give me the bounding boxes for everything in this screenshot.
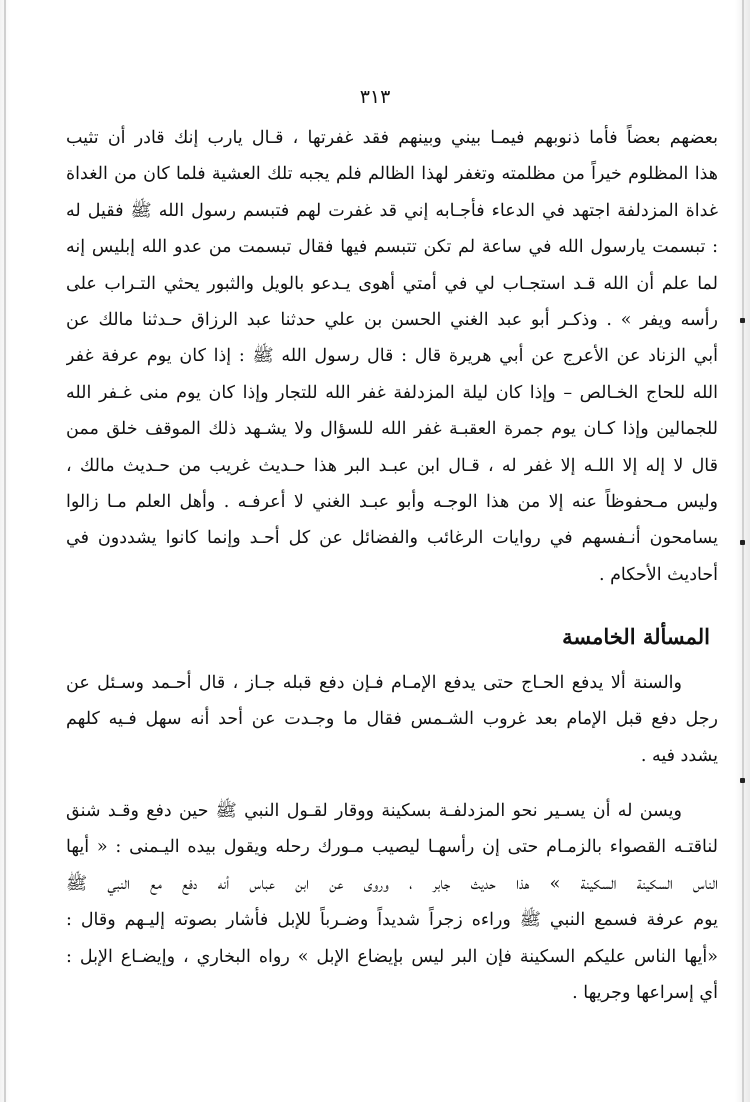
text-line: بعضهم بعضاً فأما ذنوبهم فيمـا بيني وبينهم فقد غفرتها ، قـال يارب إنك قادر أن تثيب bbox=[66, 128, 718, 148]
text-line: غداة المزدلفة اجتهد في الدعاء فأجـابه إني قد غفرت لهم فتبسم رسول الله ﷺ فقيل له bbox=[66, 200, 718, 221]
text-line: لما علم أن الله قـد استجـاب لي في أمتي أهوى يـدعو بالويل والثبور يحثي التـراب على bbox=[66, 273, 718, 294]
text-line: لناقتـه القصواء بالزمـام حتى إن رأسهـا ليصيب مـورك رحله ويقول بيده اليـمنى : « أيها bbox=[66, 837, 718, 858]
text-line: أي إسراعها وجريها . bbox=[572, 982, 718, 1003]
text-line: : تبسمت يارسول الله في ساعة لم تكن تتبسم فيها فقال تبسمت من عدو الله إبليس إنه bbox=[66, 237, 718, 258]
margin-mark bbox=[740, 540, 745, 545]
text-line: وليس مـحفوظاً عنه إلا من هذا الوجـه وأبو عبـد الغني لا أعرفـه . وأهل العلم مـا زالوا bbox=[66, 491, 718, 512]
text-line: والسنة ألا يدفع الحـاج حتى يدفع الإمـام فـإن دفع قبله جـاز ، قال أحـمد وسـئل عن bbox=[66, 673, 682, 693]
section-heading: المسألة الخامسة bbox=[562, 624, 710, 649]
page-right-edge bbox=[742, 0, 744, 1102]
text-line: أحاديث الأحكام . bbox=[598, 564, 718, 585]
text-line: هذا المظلوم خيراً من مظلمته وتغفر لهذا الظالم فلم يجبه تلك العشية فلما كان من الغداة bbox=[66, 164, 718, 185]
margin-mark bbox=[740, 318, 745, 323]
page-number: ٣١٣ bbox=[359, 86, 391, 108]
text-line: قال لا إله إلا اللـه إلا غفر له ، قـال ابن عبـد البر هذا حـديث غريب من حـديث مالك ، bbox=[66, 455, 718, 476]
text-line: الناس السكينة السكينة » هذا حديث جابر ، وروى عن ابن عباس أنه دفع مع النبي ﷺ bbox=[66, 873, 718, 894]
text-line: ويسن له أن يسـير نحو المزدلفـة بسكينة ووقار لقـول النبي ﷺ حين دفع وقـد شنق bbox=[66, 801, 682, 821]
text-line: «أيها الناس عليكم السكينة فإن البر ليس بإيضاع الإبل » رواه البخاري ، وإيضـاع الإبل : bbox=[66, 946, 718, 967]
margin-mark bbox=[740, 778, 745, 783]
paragraph-3 bbox=[66, 793, 718, 1011]
text-line: رجل دفع قبل الإمام بعد غروب الشـمس فقال ما وجـدت عن أحد أنه سهل فـيه كلهم bbox=[66, 709, 718, 730]
text-line: الله للحاج الخـالص – وإذا كان ليلة المزدلفة غفر الله للتجار وإذا كان يوم منى غـفر الله bbox=[66, 382, 718, 403]
text-line: أبي الزناد عن الأعرج عن أبي هريرة قال : قال رسول الله ﷺ : إذا كان يوم عرفة غفر bbox=[66, 346, 718, 367]
text-line: للجمالين وإذا كـان يوم جمرة العقبـة غفر الله للسؤال ولا يشـهد ذلك الموقف خلق ممن bbox=[66, 419, 718, 440]
text-line: يسامحون أنـفسهم في روايات الرغائب والفضائل عن كل أحـد وإنما كانوا يشددون في bbox=[66, 528, 718, 549]
text-line: رأسه ويفر » . وذكـر أبو عبد الغني الحسن بن علي حدثنا عبد الرزاق حـدثنا مالك عن bbox=[66, 309, 718, 330]
page-left-edge bbox=[4, 0, 6, 1102]
paragraph-1 bbox=[66, 120, 718, 593]
text-line: يوم عرفة فسمع النبي ﷺ وراءه زجراً شديداً وضـرباً للإبل فأشار بصوته إليـهم وقال : bbox=[66, 910, 718, 931]
paragraph-2 bbox=[66, 665, 718, 774]
text-line: يشدد فيه . bbox=[640, 745, 718, 766]
